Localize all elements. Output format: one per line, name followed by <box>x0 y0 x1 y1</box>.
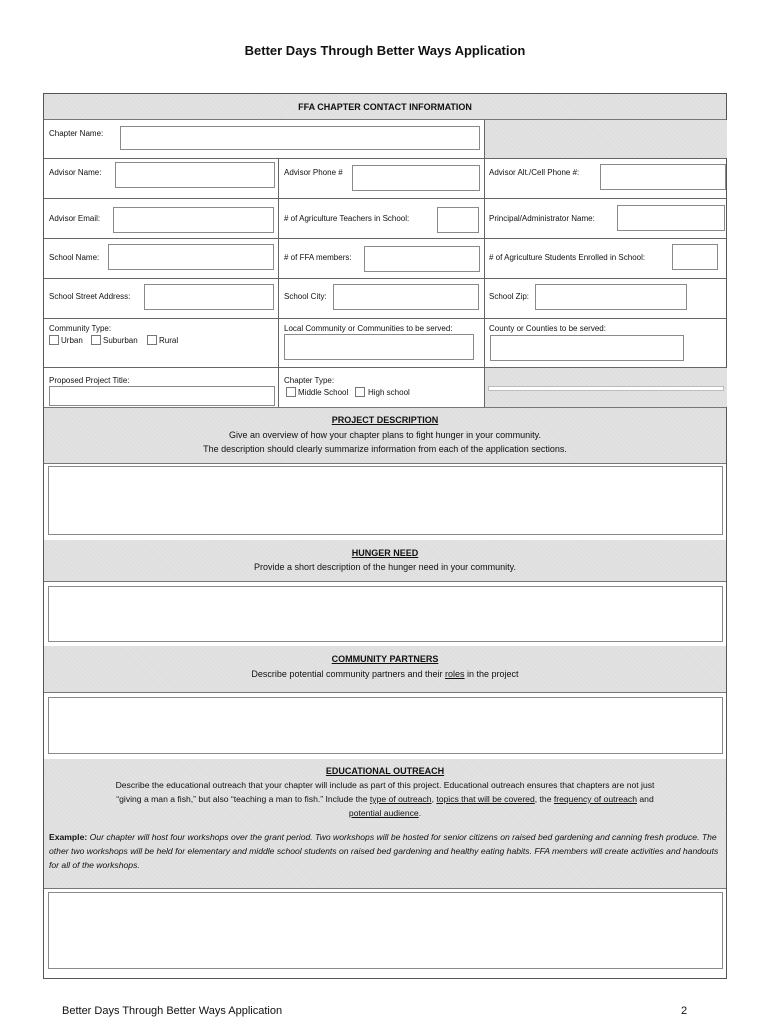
middle-school-label: Middle School <box>298 388 349 397</box>
community-partners-heading: COMMUNITY PARTNERS <box>331 654 439 664</box>
high-school-label: High school <box>368 388 410 397</box>
contact-header-band <box>44 94 726 120</box>
local-community-input[interactable] <box>284 334 474 360</box>
school-zip-input[interactable] <box>535 284 687 310</box>
example-label: Example: <box>49 832 88 842</box>
educational-outreach-line3: potential audience. <box>348 808 422 818</box>
advisor-phone-input[interactable] <box>352 165 480 191</box>
project-description-heading: PROJECT DESCRIPTION <box>331 415 439 425</box>
project-description-line2: The description should clearly summarize information from each of the application sections. <box>203 444 567 454</box>
ag-students-label: # of Agriculture Students Enrolled in School: <box>489 253 646 262</box>
rural-label: Rural <box>159 336 179 345</box>
advisor-alt-phone-label: Advisor Alt./Cell Phone #: <box>489 168 580 177</box>
school-name-input[interactable] <box>108 244 274 270</box>
chapter-name-label: Chapter Name: <box>49 129 104 138</box>
local-community-label: Local Community or Communities to be served: <box>284 324 453 333</box>
chapter-name-shaded-cell <box>485 120 727 158</box>
high-school-checkbox[interactable] <box>355 387 365 397</box>
page-number: 2 <box>681 1005 688 1017</box>
hunger-need-line1: Provide a short description of the hunger need in your community. <box>254 562 516 572</box>
ffa-members-input[interactable] <box>364 246 480 272</box>
topics-term: topics that will be covered <box>436 794 535 804</box>
page-title: Better Days Through Better Ways Application <box>244 43 526 58</box>
community-type-label: Community Type: <box>49 324 112 333</box>
project-title-label: Proposed Project Title: <box>49 376 130 385</box>
chapter-name-input[interactable] <box>120 126 480 150</box>
advisor-name-input[interactable] <box>115 162 275 188</box>
educational-outreach-line2: “giving a man a fish,” but also “teaching a man to fish.” Include the type of outreach, topics that will be covered, the frequency of outreach and <box>116 794 654 804</box>
ag-students-input[interactable] <box>672 244 718 270</box>
suburban-label: Suburban <box>103 336 138 345</box>
ffa-members-label: # of FFA members: <box>284 253 352 262</box>
example-text: Example: Our chapter will host four workshops over the grant period. Two workshops will be hosted for senior citizens on raised bed gardening and canning fresh produce. The other two workshops will be held for elementary and middle school students on raised bed gardening and healthy eating habits. FFA members will create activities and handouts for all of the workshops. <box>49 832 719 870</box>
school-zip-label: School Zip: <box>489 292 530 301</box>
community-partners-input[interactable] <box>48 697 723 754</box>
frequency-term: frequency of outreach <box>553 794 637 804</box>
potential-audience-term: potential audience <box>348 808 419 818</box>
educational-outreach-line1: Describe the educational outreach that your chapter will include as part of this project. Educational outreach ensures that chapters are not just <box>115 780 655 790</box>
urban-checkbox[interactable] <box>49 335 59 345</box>
educational-outreach-input[interactable] <box>48 892 723 969</box>
advisor-phone-label: Advisor Phone # <box>284 168 343 177</box>
principal-label: Principal/Administrator Name: <box>489 214 595 223</box>
rural-checkbox[interactable] <box>147 335 157 345</box>
street-address-input[interactable] <box>144 284 274 310</box>
project-title-input[interactable] <box>49 386 275 406</box>
advisor-email-label: Advisor Email: <box>49 214 101 223</box>
county-input[interactable] <box>490 335 684 361</box>
suburban-checkbox[interactable] <box>91 335 101 345</box>
project-description-band <box>44 407 726 464</box>
ag-teachers-input[interactable] <box>437 207 479 233</box>
application-form <box>43 93 727 979</box>
project-description-input[interactable] <box>48 466 723 535</box>
project-description-line1: Give an overview of how your chapter plans to fight hunger in your community. <box>229 430 541 440</box>
hunger-need-input[interactable] <box>48 586 723 642</box>
contact-header: FFA CHAPTER CONTACT INFORMATION <box>298 102 472 112</box>
street-address-label: School Street Address: <box>49 292 131 301</box>
advisor-alt-phone-input[interactable] <box>600 164 726 190</box>
shaded-cell-bar <box>488 386 724 391</box>
community-partners-line1: Describe potential community partners and their roles in the project <box>251 669 519 679</box>
county-label: County or Counties to be served: <box>489 324 606 333</box>
roles-term: roles <box>445 669 465 679</box>
hunger-need-band <box>44 540 726 582</box>
principal-input[interactable] <box>617 205 725 231</box>
type-of-outreach-term: type of outreach <box>369 794 432 804</box>
school-name-label: School Name: <box>49 253 100 262</box>
ag-teachers-label: # of Agriculture Teachers in School: <box>284 214 410 223</box>
middle-school-checkbox[interactable] <box>286 387 296 397</box>
footer-title: Better Days Through Better Ways Application <box>62 1005 283 1017</box>
community-partners-band <box>44 646 726 693</box>
advisor-name-label: Advisor Name: <box>49 168 102 177</box>
advisor-email-input[interactable] <box>113 207 274 233</box>
educational-outreach-heading: EDUCATIONAL OUTREACH <box>325 766 445 776</box>
urban-label: Urban <box>61 336 83 345</box>
school-city-input[interactable] <box>333 284 479 310</box>
chapter-type-label: Chapter Type: <box>284 376 335 385</box>
educational-outreach-band <box>44 759 726 889</box>
hunger-need-heading: HUNGER NEED <box>351 548 419 558</box>
school-city-label: School City: <box>284 292 327 301</box>
